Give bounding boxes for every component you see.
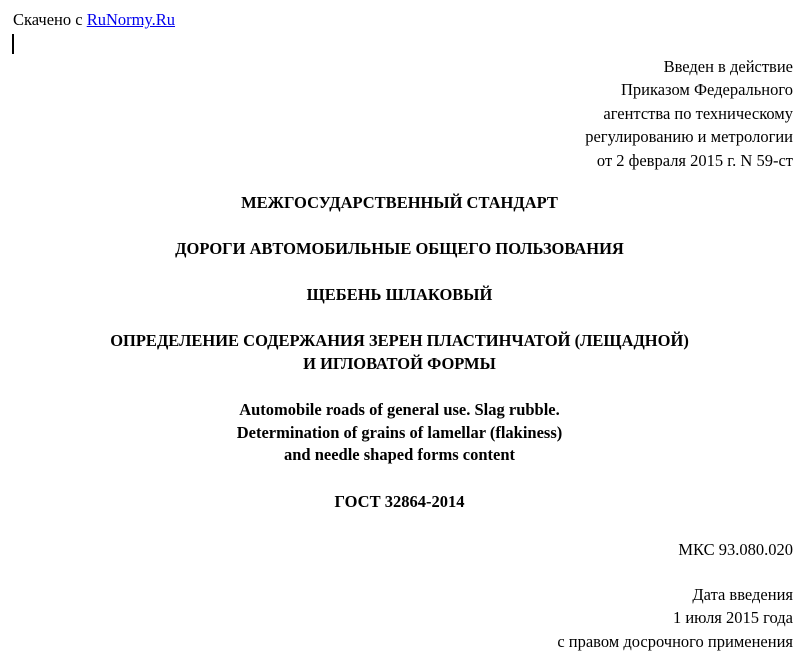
mks-code: МКС 93.080.020: [678, 540, 793, 559]
enactment-line: Приказом Федерального: [620, 80, 793, 100]
enactment-line: регулированию и метрологии: [585, 127, 793, 147]
determination-line: ОПРЕДЕЛЕНИЕ СОДЕРЖАНИЯ ЗЕРЕН ПЛАСТИНЧАТОЙ (ЛЕЩАДНОЙ): [110, 331, 689, 350]
determination-line: И ИГЛОВАТОЙ ФОРМЫ: [303, 353, 496, 373]
standard-type-heading: МЕЖГОСУДАРСТВЕННЫЙ СТАНДАРТ: [241, 193, 558, 212]
english-title-line: and needle shaped forms content: [283, 445, 515, 464]
enactment-line: от 2 февраля 2015 г. N 59-ст: [596, 150, 793, 170]
source-prefix: Скачено с: [13, 10, 83, 29]
introduction-line: с правом досрочного применения: [557, 631, 793, 651]
introduction-line: 1 июля 2015 года: [672, 608, 793, 628]
determination-heading: [0, 330, 799, 375]
introduction-line: Дата введения: [692, 585, 793, 604]
rubble-heading: ЩЕБЕНЬ ШЛАКОВЫЙ: [306, 285, 493, 304]
source-line: [13, 9, 175, 31]
introduction-date-block: [557, 583, 793, 653]
enactment-block: [585, 55, 793, 172]
gost-number: ГОСТ 32864-2014: [334, 492, 465, 511]
enactment-line: Введен в действие: [663, 57, 793, 76]
english-title-line: Automobile roads of general use. Slag rubble.: [239, 400, 560, 419]
enactment-line: агентства по техническому: [603, 103, 793, 123]
roads-heading: ДОРОГИ АВТОМОБИЛЬНЫЕ ОБЩЕГО ПОЛЬЗОВАНИЯ: [175, 239, 624, 258]
text-cursor: [12, 34, 14, 54]
english-title: [0, 399, 799, 467]
source-link[interactable]: RuNormy.Ru: [86, 10, 176, 29]
english-title-line: Determination of grains of lamellar (flakiness): [236, 422, 563, 442]
